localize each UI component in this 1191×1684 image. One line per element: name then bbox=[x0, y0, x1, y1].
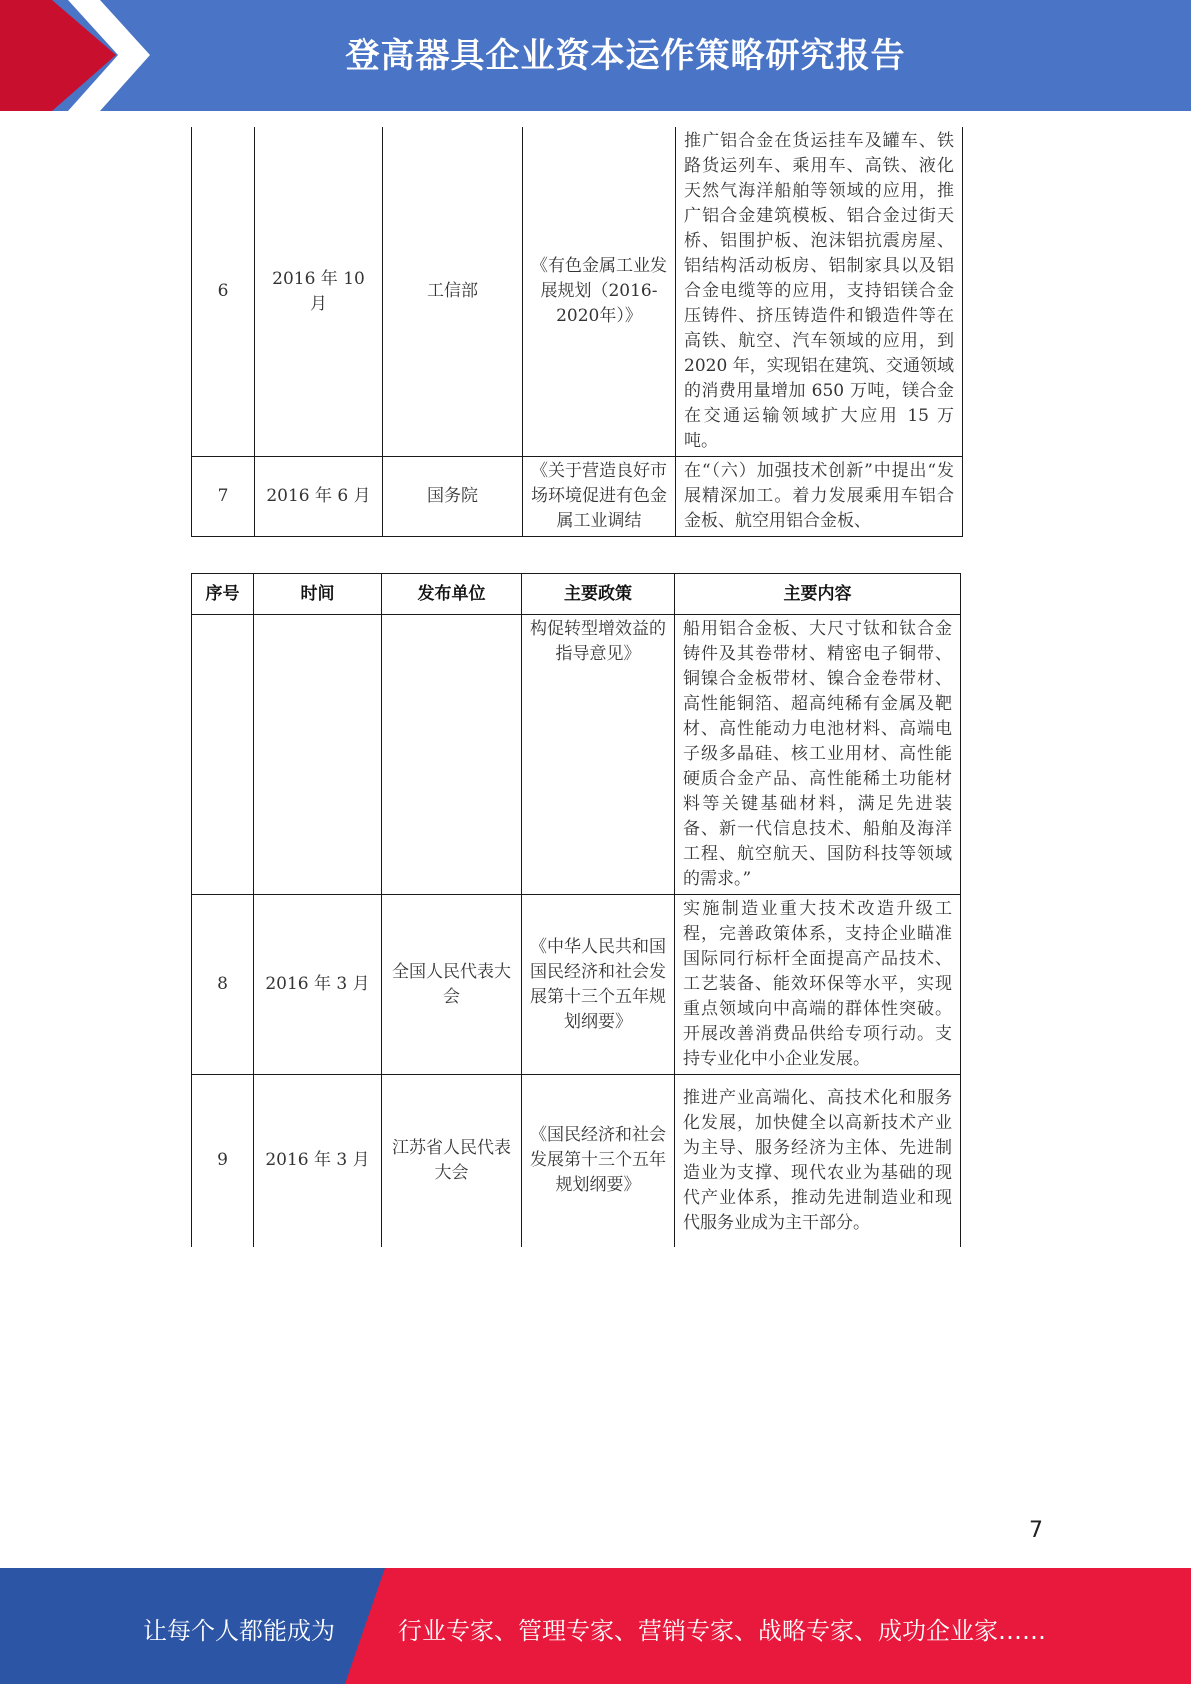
table-row bbox=[192, 895, 961, 1075]
row-policy: 《国民经济和社会发展第十三个五年规划纲要》 bbox=[522, 1075, 675, 1247]
row-content: 推广铝合金在货运挂车及罐车、铁路货运列车、乘用车、高铁、液化天然气海洋船舶等领域的应用，推广铝合金建筑模板、铝合金过街天桥、铝围护板、泡沫铝抗震房屋、铝结构活动板房、铝制家具以及铝合金电缆等的应用，支持铝镁合金压铸件、挤压铸造件和锻造件等在高铁、航空、汽车领域的应用，到 2020 年，实现铝在建筑、交通领域的消费用量增加 650 万吨，镁合金在交通运输领域扩大应用 15 万吨。 bbox=[676, 127, 963, 457]
page-footer bbox=[0, 1568, 1191, 1684]
table-row bbox=[192, 127, 963, 457]
row-issuer: 工信部 bbox=[383, 127, 523, 457]
row-date: 2016 年 3 月 bbox=[254, 895, 382, 1075]
row-policy: 《有色金属工业发展规划（2016-2020年）》 bbox=[523, 127, 676, 457]
row-number: 9 bbox=[192, 1075, 254, 1247]
footer-slogan-right: 行业专家、管理专家、营销专家、战略专家、成功企业家…… bbox=[398, 1617, 1046, 1645]
col-header-date: 时间 bbox=[254, 574, 382, 615]
row-policy: 《中华人民共和国国民经济和社会发展第十三个五年规划纲要》 bbox=[522, 895, 675, 1075]
row-content: 在“（六）加强技术创新”中提出“发展精深加工。着力发展乘用车铝合金板、航空用铝合金板、 bbox=[676, 457, 963, 537]
row-number: 6 bbox=[192, 127, 255, 457]
col-header-issuer: 发布单位 bbox=[382, 574, 522, 615]
row-number: 7 bbox=[192, 457, 255, 537]
row-date: 2016 年 10 月 bbox=[255, 127, 383, 457]
row-date: 2016 年 3 月 bbox=[254, 1075, 382, 1247]
row-number: 8 bbox=[192, 895, 254, 1075]
row-issuer: 全国人民代表大会 bbox=[382, 895, 522, 1075]
col-header-number: 序号 bbox=[192, 574, 254, 615]
row-date: 2016 年 6 月 bbox=[255, 457, 383, 537]
table-row bbox=[192, 457, 963, 537]
col-header-policy: 主要政策 bbox=[522, 574, 675, 615]
row-content: 船用铝合金板、大尺寸钛和钛合金铸件及其卷带材、精密电子铜带、铜镍合金板带材、镍合金卷带材、高性能铜箔、超高纯稀有金属及靶材、高性能动力电池材料、高端电子级多晶硅、核工业用材、高性能硬质合金产品、高性能稀土功能材料等关键基础材料，满足先进装备、新一代信息技术、船舶及海洋工程、航空航天、国防科技等领域的需求。” bbox=[675, 615, 961, 895]
policy-table-part2 bbox=[191, 573, 961, 1247]
row-policy: 构促转型增效益的指导意见》 bbox=[522, 615, 675, 895]
row-issuer: 江苏省人民代表大会 bbox=[382, 1075, 522, 1247]
row-number bbox=[192, 615, 254, 895]
report-title: 登高器具企业资本运作策略研究报告 bbox=[345, 36, 906, 76]
table-row bbox=[192, 1075, 961, 1247]
row-policy: 《关于营造良好市场环境促进有色金属工业调结 bbox=[523, 457, 676, 537]
row-content: 实施制造业重大技术改造升级工程，完善政策体系，支持企业瞄准国际同行标杆全面提高产品技术、工艺装备、能效环保等水平，实现重点领域向中高端的群体性突破。开展改善消费品供给专项行动。支持专业化中小企业发展。 bbox=[675, 895, 961, 1075]
row-content: 推进产业高端化、高技术化和服务化发展，加快健全以高新技术产业为主导、服务经济为主体、先进制造业为支撑、现代农业为基础的现代产业体系，推动先进制造业和现代服务业成为主干部分。 bbox=[675, 1075, 961, 1247]
page-header bbox=[0, 0, 1191, 111]
row-date bbox=[254, 615, 382, 895]
table-row bbox=[192, 615, 961, 895]
table-header-row bbox=[192, 574, 961, 615]
policy-table-part1 bbox=[191, 127, 963, 537]
row-issuer: 国务院 bbox=[383, 457, 523, 537]
page-number: 7 bbox=[1029, 1518, 1043, 1543]
col-header-content: 主要内容 bbox=[675, 574, 961, 615]
row-issuer bbox=[382, 615, 522, 895]
footer-slogan-left: 让每个人都能成为 bbox=[143, 1617, 335, 1645]
